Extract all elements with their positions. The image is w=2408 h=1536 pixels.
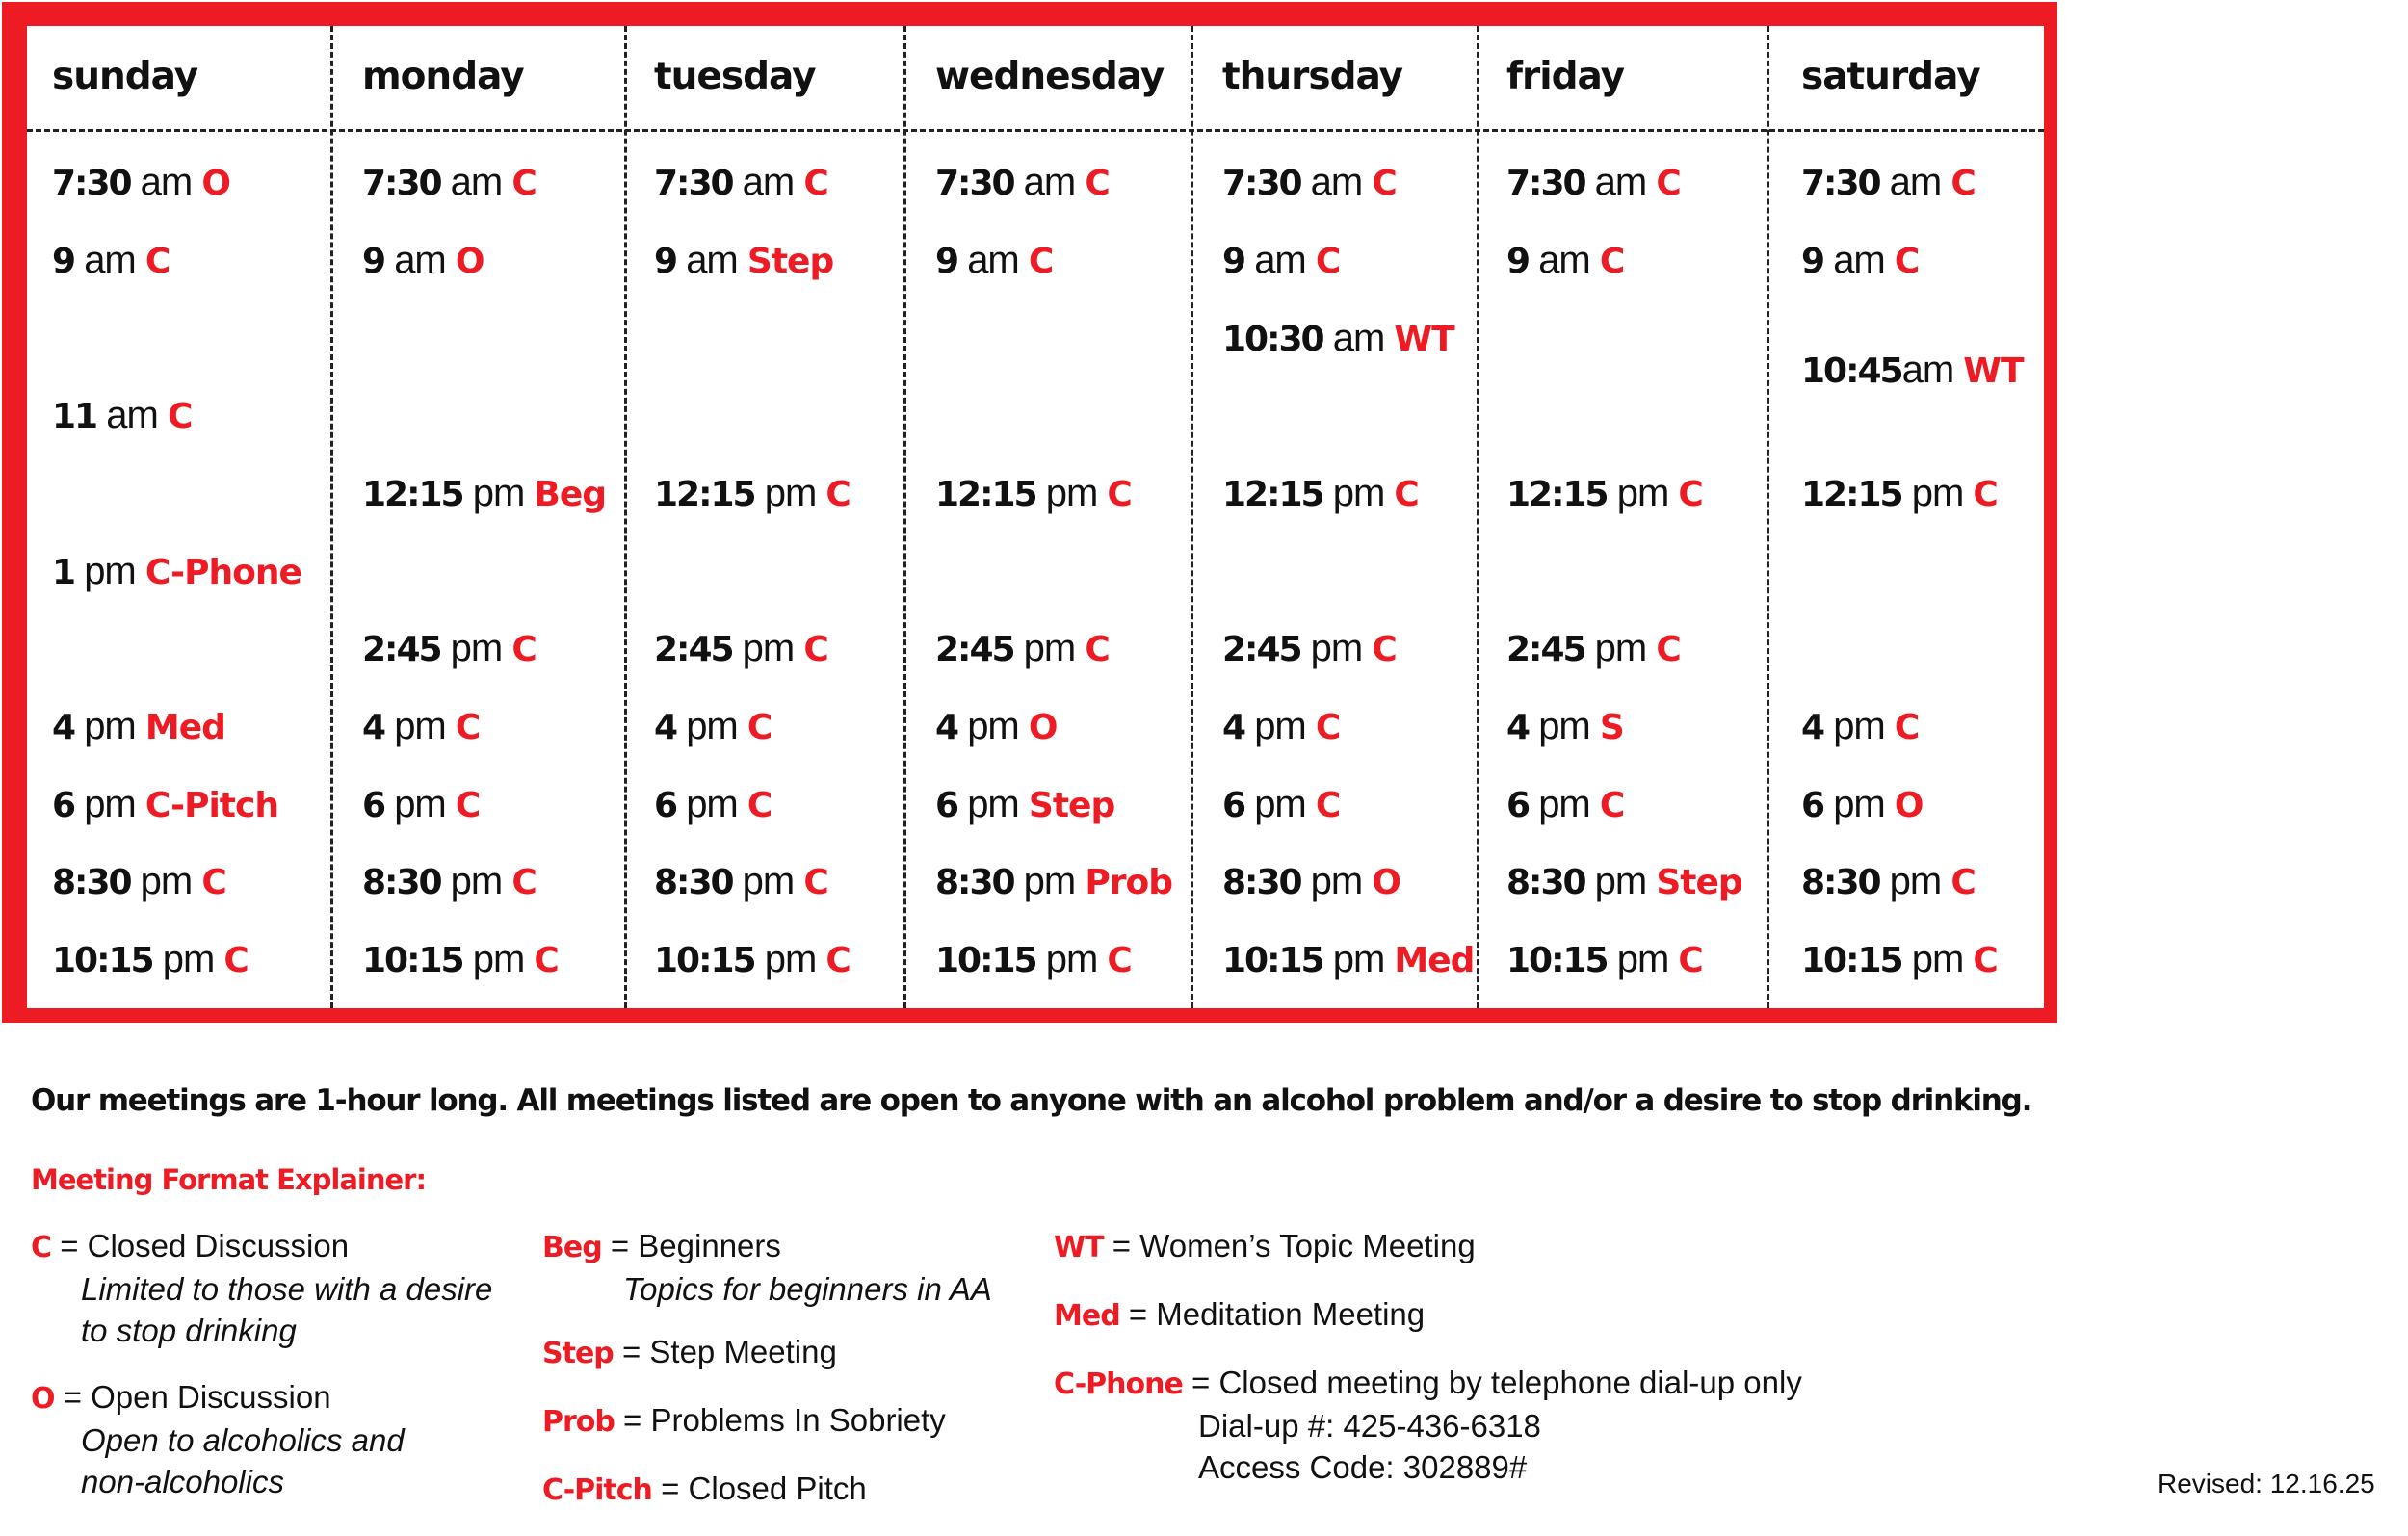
meeting-slot xyxy=(27,550,330,593)
meeting-slot xyxy=(627,161,903,204)
meeting-format-code: C xyxy=(1599,786,1625,825)
meeting-time: 2:45 xyxy=(935,630,1014,669)
meeting-am-pm: pm xyxy=(1538,705,1590,747)
meeting-am-pm: pm xyxy=(1310,627,1363,669)
schedule-table xyxy=(27,26,2044,1008)
legend-code: Med xyxy=(1054,1299,1120,1333)
legend-item-step xyxy=(542,1331,992,1374)
meeting-am-pm: pm xyxy=(1332,472,1385,514)
meeting-time: 7:30 xyxy=(1506,164,1585,203)
meeting-am-pm: pm xyxy=(1254,705,1306,747)
day-column-tuesday xyxy=(624,26,903,1008)
meeting-slot xyxy=(27,705,330,748)
legend-item-c-pitch xyxy=(542,1468,992,1511)
meeting-slot xyxy=(1769,705,2044,748)
meeting-format-code: C xyxy=(1028,242,1054,281)
meeting-format-code: C xyxy=(144,242,170,281)
meeting-slot xyxy=(333,161,624,204)
meeting-am-pm: am xyxy=(84,239,136,281)
meeting-am-pm: pm xyxy=(472,938,525,980)
meeting-slot xyxy=(906,239,1191,282)
meeting-format-code: C xyxy=(1107,941,1132,980)
meeting-slot xyxy=(906,705,1191,748)
meeting-time: 7:30 xyxy=(935,164,1014,203)
meeting-slot xyxy=(1193,317,1477,360)
meeting-format-code: C xyxy=(1315,242,1341,281)
meeting-format-code: C xyxy=(1372,164,1397,203)
legend-code: Beg xyxy=(542,1231,602,1264)
legend-item-med xyxy=(1054,1293,1802,1337)
legend-text: = Closed Discussion xyxy=(60,1228,350,1263)
meeting-slot xyxy=(1193,860,1477,903)
meeting-slot xyxy=(27,783,330,826)
meeting-slot xyxy=(1193,239,1477,282)
meeting-am-pm: pm xyxy=(742,860,795,902)
meeting-am-pm: am xyxy=(967,239,1019,281)
meeting-slot xyxy=(333,472,624,515)
access-code: Access Code: 302889# xyxy=(1198,1449,1528,1485)
meeting-slot xyxy=(1193,472,1477,515)
meeting-format-code: C xyxy=(803,164,828,203)
meeting-am-pm: am xyxy=(394,239,446,281)
meeting-format-code: C xyxy=(511,164,537,203)
meeting-time: 10:15 xyxy=(52,941,153,980)
meeting-am-pm: am xyxy=(1254,239,1306,281)
meeting-time: 12:15 xyxy=(935,475,1036,514)
meeting-slot xyxy=(1193,938,1477,981)
legend-code: Step xyxy=(542,1337,614,1370)
meeting-am-pm: am xyxy=(686,239,738,281)
meeting-format-code: C xyxy=(201,863,226,902)
meeting-format-code: C xyxy=(1599,242,1625,281)
meeting-time: 7:30 xyxy=(1222,164,1301,203)
meeting-slot xyxy=(627,239,903,282)
meeting-time: 6 xyxy=(52,786,75,825)
meeting-format-code: C xyxy=(746,786,772,825)
meeting-time: 8:30 xyxy=(1801,863,1880,902)
meeting-slot xyxy=(1479,239,1767,282)
meeting-format-code: C xyxy=(1973,941,1998,980)
meeting-time: 2:45 xyxy=(654,630,733,669)
meeting-am-pm: pm xyxy=(1889,860,1942,902)
meeting-am-pm: am xyxy=(742,161,795,203)
meeting-format-code: C-Pitch xyxy=(144,786,278,825)
meeting-format-code: Med xyxy=(1394,941,1475,980)
meeting-slot xyxy=(1193,627,1477,670)
legend-text: = Closed meeting by telephone dial-up only xyxy=(1191,1365,1802,1400)
meeting-am-pm: am xyxy=(1833,239,1885,281)
meeting-am-pm: am xyxy=(1889,161,1942,203)
meeting-time: 8:30 xyxy=(1222,863,1301,902)
meeting-slot xyxy=(1193,705,1477,748)
meeting-am-pm: pm xyxy=(1616,938,1669,980)
meeting-time: 9 xyxy=(935,242,958,281)
meeting-time: 10:15 xyxy=(362,941,463,980)
meeting-slot xyxy=(1479,783,1767,826)
meeting-time: 4 xyxy=(362,708,385,747)
meeting-slot xyxy=(1479,860,1767,903)
meeting-format-code: C xyxy=(1950,164,1976,203)
meeting-time: 4 xyxy=(1506,708,1530,747)
meeting-time: 6 xyxy=(362,786,385,825)
legend-column-3 xyxy=(1054,1225,1802,1513)
meeting-time: 9 xyxy=(362,242,385,281)
meeting-am-pm: pm xyxy=(967,783,1019,825)
meeting-slot xyxy=(906,161,1191,204)
meeting-time: 4 xyxy=(935,708,958,747)
meeting-am-pm: pm xyxy=(450,860,503,902)
meeting-am-pm: pm xyxy=(764,938,817,980)
meeting-slot xyxy=(1479,472,1767,515)
day-column-saturday xyxy=(1767,26,2044,1008)
meeting-format-code: C xyxy=(1678,475,1703,514)
day-column-friday xyxy=(1477,26,1767,1008)
meeting-am-pm: pm xyxy=(1045,938,1098,980)
meeting-am-pm: pm xyxy=(84,550,136,592)
meeting-time: 9 xyxy=(1222,242,1245,281)
meeting-format-code: Step xyxy=(1028,786,1115,825)
meeting-format-code: S xyxy=(1599,708,1624,747)
meeting-time: 8:30 xyxy=(654,863,733,902)
meeting-slot xyxy=(27,239,330,282)
meeting-slot xyxy=(627,860,903,903)
meeting-slot xyxy=(27,938,330,981)
meeting-slot xyxy=(1769,161,2044,204)
day-header: tuesday xyxy=(654,55,816,98)
meeting-slot xyxy=(1479,627,1767,670)
meeting-slot xyxy=(333,860,624,903)
legend-item-o xyxy=(31,1376,492,1502)
meeting-format-code: C xyxy=(803,630,828,669)
meeting-format-code: Step xyxy=(1656,863,1742,902)
meeting-slot xyxy=(906,860,1191,903)
meeting-slot xyxy=(906,938,1191,981)
meeting-slot xyxy=(1479,705,1767,748)
meeting-am-pm: am xyxy=(1332,317,1385,359)
meeting-am-pm: pm xyxy=(1911,938,1964,980)
meeting-format-code: C xyxy=(167,397,193,436)
meeting-am-pm: am xyxy=(1594,161,1647,203)
meeting-am-pm: pm xyxy=(686,705,738,747)
meeting-time: 7:30 xyxy=(52,164,131,203)
meeting-time: 4 xyxy=(1801,708,1824,747)
meeting-slot xyxy=(1479,938,1767,981)
meeting-time: 6 xyxy=(935,786,958,825)
meeting-format-code: C xyxy=(455,786,481,825)
meeting-format-code: WT xyxy=(1963,351,2024,391)
legend-code: O xyxy=(31,1382,55,1416)
meeting-am-pm: pm xyxy=(394,783,446,825)
meeting-format-code: C-Phone xyxy=(144,553,301,592)
legend-text: = Open Discussion xyxy=(63,1379,331,1415)
meeting-time: 9 xyxy=(1506,242,1530,281)
meeting-time: 10:15 xyxy=(935,941,1036,980)
day-column-wednesday xyxy=(903,26,1191,1008)
meeting-time: 6 xyxy=(654,786,677,825)
meeting-format-code: Med xyxy=(144,708,225,747)
meeting-time: 10:15 xyxy=(1506,941,1608,980)
day-header: thursday xyxy=(1222,55,1403,98)
legend-item-beg xyxy=(542,1225,992,1310)
meeting-slot xyxy=(27,394,330,437)
legend-subtext: Topics for beginners in AA xyxy=(623,1271,992,1307)
legend-item-c-phone xyxy=(1054,1362,1802,1488)
meeting-am-pm: pm xyxy=(1911,472,1964,514)
meeting-am-pm: pm xyxy=(764,472,817,514)
legend-code: C-Pitch xyxy=(542,1473,652,1507)
meeting-slot xyxy=(627,472,903,515)
meeting-format-code: C xyxy=(825,941,851,980)
meeting-time: 6 xyxy=(1506,786,1530,825)
meeting-slot xyxy=(1769,239,2044,282)
meeting-am-pm: pm xyxy=(394,705,446,747)
meeting-am-pm: pm xyxy=(1594,860,1647,902)
meeting-format-code: C xyxy=(511,863,537,902)
meeting-format-code: C xyxy=(1315,708,1341,747)
day-column-thursday xyxy=(1191,26,1477,1008)
meeting-time: 10:30 xyxy=(1222,320,1323,359)
meeting-time: 1 xyxy=(52,553,75,592)
day-header: wednesday xyxy=(935,55,1165,98)
legend-text: = Closed Pitch xyxy=(661,1471,867,1506)
meeting-format-code: C xyxy=(1085,164,1110,203)
meeting-slot xyxy=(27,860,330,903)
legend-column-2 xyxy=(542,1225,992,1536)
meeting-time: 10:15 xyxy=(1222,941,1323,980)
meeting-time: 7:30 xyxy=(1801,164,1880,203)
legend-item-prob xyxy=(542,1399,992,1443)
meeting-slot xyxy=(333,783,624,826)
meeting-am-pm: pm xyxy=(1023,860,1076,902)
day-header: sunday xyxy=(52,55,198,98)
legend-subtext: to stop drinking xyxy=(81,1313,297,1348)
legend-code: WT xyxy=(1054,1231,1104,1264)
legend-code: Prob xyxy=(542,1405,615,1439)
legend-text: = Problems In Sobriety xyxy=(623,1402,946,1438)
meeting-slot xyxy=(906,627,1191,670)
explainer-title: Meeting Format Explainer: xyxy=(31,1163,427,1196)
meeting-time: 10:15 xyxy=(1801,941,1902,980)
meeting-slot xyxy=(333,627,624,670)
dial-up-number: Dial-up #: 425-436-6318 xyxy=(1198,1408,1541,1444)
legend-subtext: Limited to those with a desire xyxy=(81,1271,493,1307)
meeting-slot xyxy=(1769,938,2044,981)
meeting-format-code: C xyxy=(1656,630,1681,669)
meeting-format-code: C xyxy=(534,941,559,980)
meeting-am-pm: pm xyxy=(967,705,1019,747)
legend-item-c xyxy=(31,1225,492,1351)
day-header: friday xyxy=(1506,55,1625,98)
meeting-format-code: O xyxy=(455,242,484,281)
meeting-slot xyxy=(627,627,903,670)
meeting-format-code: C xyxy=(1894,708,1920,747)
meeting-time: 12:15 xyxy=(1801,475,1902,514)
meeting-am-pm: pm xyxy=(450,627,503,669)
meeting-format-code: C xyxy=(1372,630,1397,669)
meeting-format-code: O xyxy=(1028,708,1058,747)
meeting-time: 10:45 xyxy=(1801,351,1902,391)
meeting-time: 9 xyxy=(52,242,75,281)
meeting-format-code: C xyxy=(511,630,537,669)
meeting-am-pm: pm xyxy=(1616,472,1669,514)
meeting-time: 4 xyxy=(1222,708,1245,747)
legend-text: = Step Meeting xyxy=(621,1334,837,1369)
meeting-am-pm: pm xyxy=(742,627,795,669)
schedule-frame xyxy=(2,2,2057,1023)
legend-text: = Women’s Topic Meeting xyxy=(1112,1228,1476,1263)
legend-subtext: non-alcoholics xyxy=(81,1464,284,1499)
meeting-am-pm: pm xyxy=(1023,627,1076,669)
meeting-time: 9 xyxy=(1801,242,1824,281)
meeting-am-pm: am xyxy=(450,161,503,203)
legend-text: = Beginners xyxy=(610,1228,781,1263)
meeting-format-code: C xyxy=(803,863,828,902)
meeting-time: 2:45 xyxy=(1222,630,1301,669)
meeting-slot xyxy=(333,938,624,981)
meeting-am-pm: pm xyxy=(686,783,738,825)
meeting-format-code: O xyxy=(201,164,230,203)
meeting-slot xyxy=(1193,783,1477,826)
meeting-slot xyxy=(906,783,1191,826)
legend-item-wt xyxy=(1054,1225,1802,1268)
legend-code: C xyxy=(31,1231,52,1264)
meeting-slot xyxy=(1769,472,2044,515)
meeting-format-code: Beg xyxy=(534,475,607,514)
legend-code: C-Phone xyxy=(1054,1367,1183,1401)
meeting-format-code: Prob xyxy=(1085,863,1173,902)
meeting-format-code: C xyxy=(1107,475,1132,514)
meeting-time: 4 xyxy=(52,708,75,747)
meeting-format-code: C xyxy=(1656,164,1681,203)
meeting-am-pm: am xyxy=(1310,161,1363,203)
meeting-slot xyxy=(27,161,330,204)
meeting-format-code: C xyxy=(1950,863,1976,902)
meeting-am-pm: am xyxy=(1538,239,1590,281)
meeting-format-code: C xyxy=(1315,786,1341,825)
meeting-time: 10:15 xyxy=(654,941,755,980)
meeting-slot xyxy=(333,239,624,282)
meeting-am-pm: pm xyxy=(84,705,136,747)
meeting-time: 8:30 xyxy=(362,863,441,902)
meeting-format-code: O xyxy=(1372,863,1400,902)
meeting-am-pm: pm xyxy=(1332,938,1385,980)
meeting-slot xyxy=(906,472,1191,515)
meeting-am-pm: pm xyxy=(84,783,136,825)
meeting-format-code: C xyxy=(223,941,249,980)
meeting-slot xyxy=(627,705,903,748)
meeting-time: 12:15 xyxy=(1222,475,1323,514)
legend-text: = Meditation Meeting xyxy=(1128,1296,1426,1332)
meeting-format-code: C xyxy=(1678,941,1703,980)
day-header: saturday xyxy=(1801,55,1980,98)
meeting-time: 12:15 xyxy=(1506,475,1608,514)
meeting-format-code: C xyxy=(455,708,481,747)
meeting-time: 8:30 xyxy=(52,863,131,902)
meeting-time: 11 xyxy=(52,397,97,436)
meeting-length-note: Our meetings are 1-hour long. All meetings listed are open to anyone with an alcohol problem and/or a desire to stop drinking. xyxy=(31,1083,2032,1118)
meeting-time: 7:30 xyxy=(654,164,733,203)
meeting-am-pm: pm xyxy=(1833,783,1885,825)
meeting-am-pm: pm xyxy=(1254,783,1306,825)
day-column-monday xyxy=(330,26,624,1008)
meeting-format-code: C xyxy=(1394,475,1419,514)
meeting-am-pm: pm xyxy=(1045,472,1098,514)
meeting-format-code: Step xyxy=(746,242,834,281)
meeting-time: 6 xyxy=(1222,786,1245,825)
meeting-time: 7:30 xyxy=(362,164,441,203)
meeting-am-pm: pm xyxy=(1310,860,1363,902)
day-column-sunday xyxy=(27,26,330,1008)
meeting-time: 8:30 xyxy=(1506,863,1585,902)
meeting-format-code: C xyxy=(746,708,772,747)
meeting-time: 8:30 xyxy=(935,863,1014,902)
meeting-am-pm: pm xyxy=(472,472,525,514)
meeting-format-code: C xyxy=(1085,630,1110,669)
day-header: monday xyxy=(362,55,524,98)
meeting-time: 12:15 xyxy=(654,475,755,514)
meeting-format-code: C xyxy=(825,475,851,514)
meeting-am-pm: am xyxy=(140,161,193,203)
meeting-format-code: WT xyxy=(1394,320,1454,359)
meeting-am-pm: pm xyxy=(1833,705,1885,747)
meeting-format-code: O xyxy=(1894,786,1924,825)
revised-date: Revised: 12.16.25 xyxy=(2158,1469,2375,1498)
meeting-format-code: C xyxy=(1973,475,1998,514)
meeting-slot xyxy=(627,783,903,826)
meeting-am-pm: am xyxy=(1023,161,1076,203)
meeting-time: 2:45 xyxy=(362,630,441,669)
meeting-format-code: C xyxy=(1894,242,1920,281)
legend-subtext: Open to alcoholics and xyxy=(81,1422,405,1458)
meeting-am-pm: pm xyxy=(1538,783,1590,825)
meeting-slot xyxy=(627,938,903,981)
meeting-slot xyxy=(1479,161,1767,204)
meeting-slot xyxy=(1193,161,1477,204)
meeting-am-pm: am xyxy=(1901,349,1954,391)
meeting-am-pm: pm xyxy=(140,860,193,902)
meeting-slot xyxy=(1769,783,2044,826)
meeting-am-pm: am xyxy=(106,394,158,436)
meeting-time: 6 xyxy=(1801,786,1824,825)
meeting-slot xyxy=(333,705,624,748)
meeting-slot xyxy=(1769,860,2044,903)
meeting-am-pm: pm xyxy=(162,938,215,980)
legend-column-1 xyxy=(31,1225,492,1527)
meeting-time: 4 xyxy=(654,708,677,747)
meeting-time: 9 xyxy=(654,242,677,281)
meeting-time: 12:15 xyxy=(362,475,463,514)
meeting-am-pm: pm xyxy=(1594,627,1647,669)
meeting-slot xyxy=(1769,349,2044,392)
meeting-time: 2:45 xyxy=(1506,630,1585,669)
